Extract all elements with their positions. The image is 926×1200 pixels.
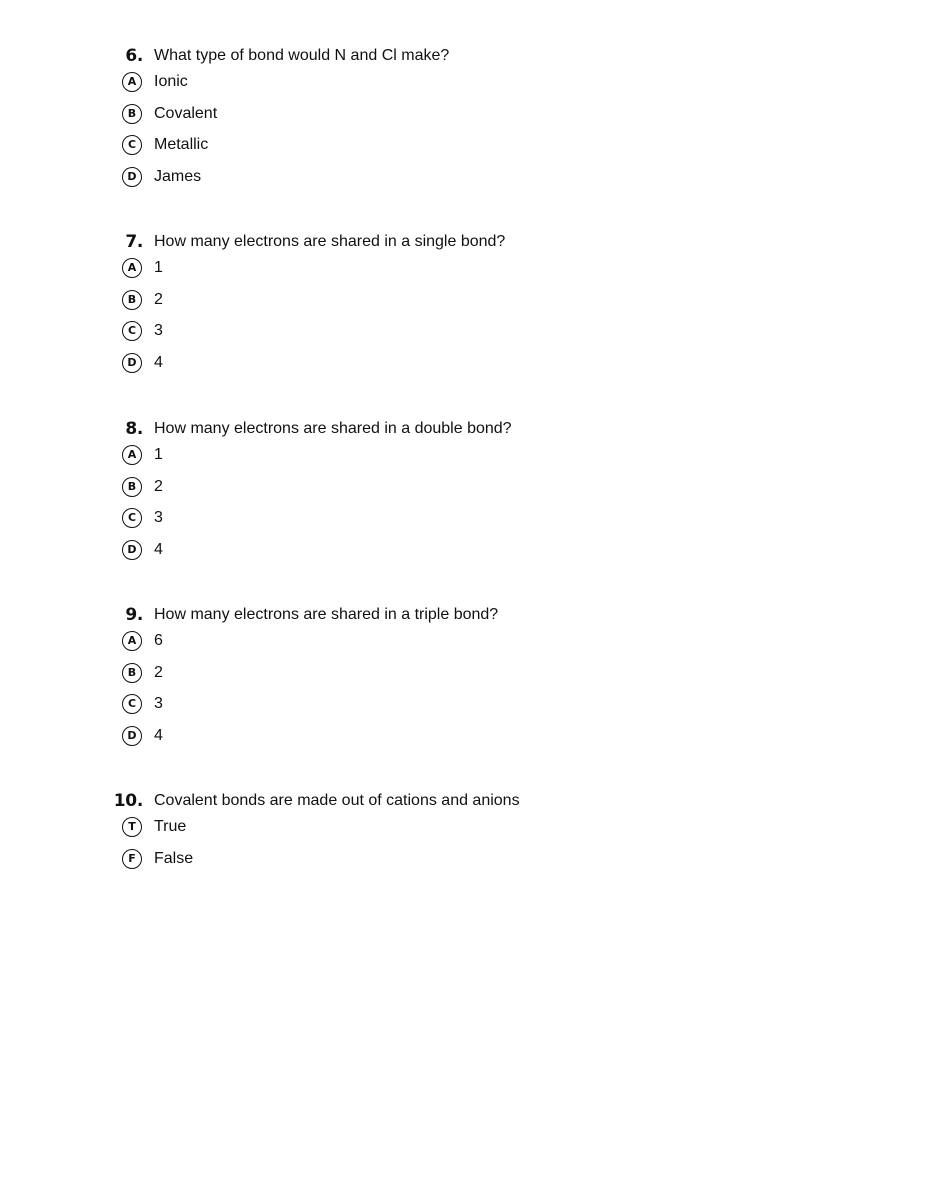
choice-text: Covalent: [154, 104, 218, 122]
choice-text: 1: [154, 259, 163, 276]
choice-text: 3: [154, 695, 163, 712]
question-number: 8.: [125, 419, 143, 439]
choice-bubble[interactable]: A: [122, 631, 142, 651]
question-text: How many electrons are shared in a double bond?: [154, 420, 512, 437]
choice-bubble[interactable]: C: [122, 694, 142, 714]
choice-text: 2: [154, 290, 163, 308]
choice-text: 2: [154, 477, 163, 495]
choice-text: 4: [154, 726, 163, 744]
question-header: [0, 603, 926, 627]
choice-bubble[interactable]: C: [122, 508, 142, 528]
question-header: [0, 230, 926, 254]
answer-choices: [0, 68, 926, 194]
question-header: [0, 44, 926, 68]
choice-text: 4: [154, 353, 163, 371]
answer-choice-a[interactable]: [0, 441, 926, 473]
choice-bubble[interactable]: A: [122, 445, 142, 465]
answer-choice-b[interactable]: [0, 659, 926, 691]
question-number: 7.: [125, 232, 143, 252]
question-8: [0, 417, 926, 567]
answer-choice-c[interactable]: [0, 131, 926, 163]
answer-choice-false[interactable]: [0, 845, 926, 877]
question-10: [0, 789, 926, 876]
choice-text: 2: [154, 663, 163, 681]
choice-bubble[interactable]: T: [122, 817, 142, 837]
choice-bubble[interactable]: D: [122, 167, 142, 187]
answer-choices: [0, 441, 926, 567]
choice-bubble[interactable]: F: [122, 849, 142, 869]
question-number: 6.: [125, 46, 143, 66]
choice-text: James: [154, 167, 202, 185]
answer-choices: [0, 627, 926, 753]
question-text: Covalent bonds are made out of cations and anions: [154, 792, 520, 809]
question-6: [0, 44, 926, 194]
answer-choice-d[interactable]: [0, 536, 926, 568]
choice-text: 6: [154, 632, 163, 649]
answer-choice-c[interactable]: [0, 317, 926, 349]
choice-bubble[interactable]: D: [122, 726, 142, 746]
answer-choice-a[interactable]: [0, 68, 926, 100]
answer-choice-b[interactable]: [0, 100, 926, 132]
answer-choice-b[interactable]: [0, 473, 926, 505]
choice-bubble[interactable]: C: [122, 135, 142, 155]
answer-choice-d[interactable]: [0, 349, 926, 381]
choice-bubble[interactable]: B: [122, 290, 142, 310]
choice-bubble[interactable]: D: [122, 540, 142, 560]
choice-bubble[interactable]: B: [122, 477, 142, 497]
choice-text: 3: [154, 322, 163, 339]
choice-bubble[interactable]: B: [122, 663, 142, 683]
choice-text: 4: [154, 540, 163, 558]
question-header: [0, 417, 926, 441]
answer-choice-b[interactable]: [0, 286, 926, 318]
answer-choices: [0, 254, 926, 380]
question-text: How many electrons are shared in a triple bond?: [154, 606, 499, 623]
question-number: 10.: [113, 791, 143, 811]
answer-choice-d[interactable]: [0, 163, 926, 195]
choice-text: Metallic: [154, 136, 209, 153]
answer-choices: [0, 813, 926, 876]
question-text: How many electrons are shared in a single bond?: [154, 233, 506, 250]
choice-bubble[interactable]: A: [122, 72, 142, 92]
choice-text: 3: [154, 509, 163, 526]
choice-bubble[interactable]: B: [122, 104, 142, 124]
choice-bubble[interactable]: C: [122, 321, 142, 341]
choice-text: True: [154, 818, 187, 835]
answer-choice-a[interactable]: [0, 254, 926, 286]
choice-bubble[interactable]: A: [122, 258, 142, 278]
question-7: [0, 230, 926, 380]
question-header: [0, 789, 926, 813]
choice-text: False: [154, 849, 194, 867]
answer-choice-a[interactable]: [0, 627, 926, 659]
answer-choice-d[interactable]: [0, 722, 926, 754]
answer-choice-c[interactable]: [0, 504, 926, 536]
answer-choice-true[interactable]: [0, 813, 926, 845]
choice-bubble[interactable]: D: [122, 353, 142, 373]
choice-text: Ionic: [154, 73, 188, 90]
question-number: 9.: [125, 605, 143, 625]
answer-choice-c[interactable]: [0, 690, 926, 722]
question-9: [0, 603, 926, 753]
choice-text: 1: [154, 446, 163, 463]
question-text: What type of bond would N and Cl make?: [154, 47, 450, 64]
